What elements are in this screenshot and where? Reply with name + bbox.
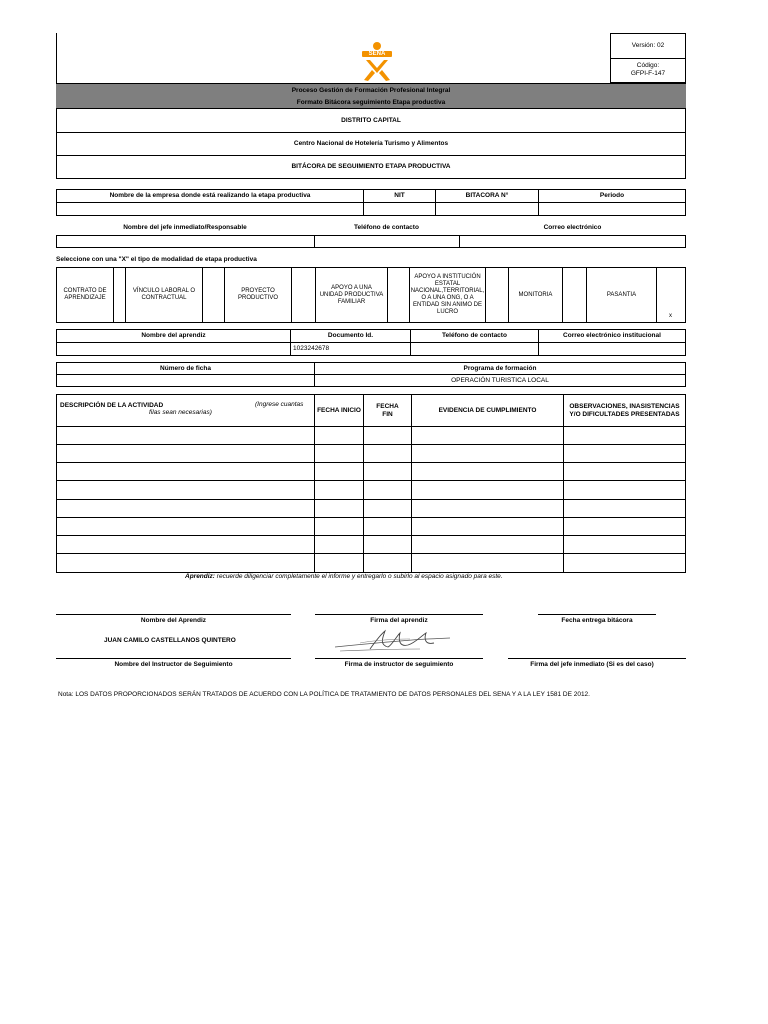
- apprentice-phone-field[interactable]: [411, 343, 539, 355]
- district-label: DISTRITO CAPITAL: [56, 109, 686, 133]
- evidence-header: EVIDENCIA DE CUMPLIMIENTO: [412, 395, 564, 427]
- apprentice-doc-label: Documento Id.: [291, 330, 411, 343]
- apprentice-email-label: Correo electrónico institucional: [539, 330, 685, 343]
- activity-note-1: (Ingrese cuantas: [255, 401, 304, 408]
- doc-title: BITÁCORA DE SEGUIMIENTO ETAPA PRODUCTIVA: [56, 156, 686, 179]
- instructor-signature-label: Firma de instructor de seguimiento: [344, 660, 454, 668]
- instructor-name-label: Nombre del Instructor de Seguimiento: [114, 660, 233, 668]
- apprentice-name-line: [56, 614, 291, 615]
- apprentice-doc-field[interactable]: 1023242678: [291, 343, 411, 355]
- option-institucion-estatal: APOYO A INSTITUCIÓN ESTATAL NACIONAL,TERRITORIAL, O A UNA ONG, O A ENTIDAD SIN ANIMO DE LUCRO: [410, 268, 486, 322]
- sena-logo: [358, 40, 396, 82]
- delivery-date-label: Fecha entrega bitácora: [561, 616, 633, 624]
- code-value: GFPI-F-147: [630, 70, 666, 77]
- modality-table: [56, 267, 686, 323]
- company-name-field[interactable]: [57, 203, 364, 215]
- bitacora-number-label: BITACORA N°: [436, 190, 539, 203]
- boss-name-field[interactable]: [57, 236, 315, 247]
- start-date-header: FECHA INICIO: [315, 395, 364, 427]
- process-title: Proceso Gestión de Formación Profesional Integral: [291, 86, 451, 94]
- apprentice-reminder: [185, 573, 605, 581]
- version-text: Versión: 02: [611, 34, 685, 59]
- company-table: [56, 189, 686, 216]
- checkbox-unidad-productiva[interactable]: [388, 268, 410, 322]
- apprentice-signature-label: Firma del aprendiz: [370, 616, 428, 624]
- option-vinculo-laboral: VÍNCULO LABORAL O CONTRACTUAL: [126, 268, 203, 322]
- apprentice-table: [56, 329, 686, 356]
- selected-mark: x: [669, 313, 672, 319]
- apprentice-name-label: Nombre del aprendiz: [57, 330, 291, 343]
- apprentice-name-value: JUAN CAMILO CASTELLANOS QUINTERO: [104, 637, 236, 644]
- program-field[interactable]: OPERACIÓN TURISTICA LOCAL: [451, 376, 549, 384]
- end-date-header: FECHA FIN: [364, 395, 412, 427]
- checkbox-proyecto-productivo[interactable]: [292, 268, 316, 322]
- privacy-note: Nota: LOS DATOS PROPORCIONADOS SERÁN TRATADOS DE ACUERDO CON LA POLÍTICA DE TRATAMIENTO DE DATOS PERSONALES DEL SENA Y A LA LEY 1581 DE 2012.: [58, 691, 590, 698]
- checkbox-vinculo-laboral[interactable]: [203, 268, 225, 322]
- activity-description-label: DESCRIPCIÓN DE LA ACTIVIDAD: [60, 402, 164, 409]
- sena-logo-text: SENA: [368, 51, 386, 57]
- period-field[interactable]: [539, 203, 685, 215]
- option-pasantia: PASANTIA: [587, 268, 657, 322]
- handwritten-signature: [330, 627, 455, 655]
- column-divider: [315, 427, 364, 572]
- activity-description-header: [57, 395, 315, 427]
- period-label: Periodo: [539, 190, 685, 203]
- company-name-label: Nombre de la empresa donde está realizando la etapa productiva: [57, 190, 364, 203]
- center-label: Centro Nacional de Hotelería Turismo y Alimentos: [56, 133, 686, 156]
- boss-phone-field[interactable]: [315, 236, 460, 247]
- checkbox-contrato-aprendizaje[interactable]: [114, 268, 126, 322]
- boss-email-field[interactable]: [460, 236, 685, 247]
- apprentice-phone-label: Teléfono de contacto: [411, 330, 539, 343]
- reminder-bold: Aprendiz:: [185, 573, 215, 580]
- instructor-signature-line: [315, 658, 483, 659]
- column-divider: [412, 427, 564, 572]
- program-label: Programa de formación: [315, 363, 685, 375]
- code-label: Código:: [636, 62, 660, 69]
- option-contrato-aprendizaje: CONTRATO DE APRENDIZAJE: [57, 268, 114, 322]
- option-monitoria: MONITORIA: [509, 268, 563, 322]
- apprentice-name-sig-label: Nombre del Aprendiz: [140, 616, 207, 624]
- bitacora-number-field[interactable]: [436, 203, 539, 215]
- checkbox-monitoria[interactable]: [563, 268, 587, 322]
- activity-note-2: filas sean necesarias): [149, 409, 212, 416]
- activities-table: [56, 394, 686, 573]
- apprentice-name-field[interactable]: [57, 343, 291, 355]
- checkbox-institucion-estatal[interactable]: [486, 268, 509, 322]
- boss-phone-label: Teléfono de contacto: [354, 224, 419, 232]
- process-band: [56, 83, 686, 109]
- delivery-date-line: [538, 614, 656, 615]
- boss-signature-line: [508, 658, 686, 659]
- ficha-field[interactable]: [57, 375, 315, 386]
- nit-label: NIT: [364, 190, 436, 203]
- reminder-text: recuerde diligenciar completamente el informe y entregarlo o subirlo al espacio asignado para este.: [214, 573, 503, 580]
- boss-name-label: Nombre del jefe inmediato/Responsable: [123, 224, 247, 232]
- boss-fields: [56, 235, 686, 248]
- version-box: [610, 33, 686, 83]
- apprentice-email-field[interactable]: [539, 343, 685, 355]
- column-divider: [364, 427, 412, 572]
- checkbox-pasantia[interactable]: [657, 268, 685, 322]
- observations-header: OBSERVACIONES, INASISTENCIAS Y/O DIFICULTADES PRESENTADAS: [564, 395, 685, 427]
- column-divider: [57, 427, 315, 572]
- format-title: Formato Bitácora seguimiento Etapa productiva: [296, 98, 446, 106]
- option-unidad-productiva: APOYO A UNA UNIDAD PRODUCTIVA FAMILIAR: [316, 268, 388, 322]
- nit-field[interactable]: [364, 203, 436, 215]
- apprentice-signature-line: [315, 614, 483, 615]
- boss-signature-label: Firma del jefe inmediato (Si es del caso): [530, 660, 654, 668]
- instructor-name-line: [56, 658, 291, 659]
- modality-instruction: Seleccione con una "X" el tipo de modalidad de etapa productiva: [56, 256, 257, 263]
- program-table: [56, 362, 686, 387]
- ficha-label: Número de ficha: [57, 363, 315, 375]
- boss-email-label: Correo electrónico: [543, 224, 602, 232]
- option-proyecto-productivo: PROYECTO PRODUCTIVO: [225, 268, 292, 322]
- activity-rows: [57, 427, 685, 572]
